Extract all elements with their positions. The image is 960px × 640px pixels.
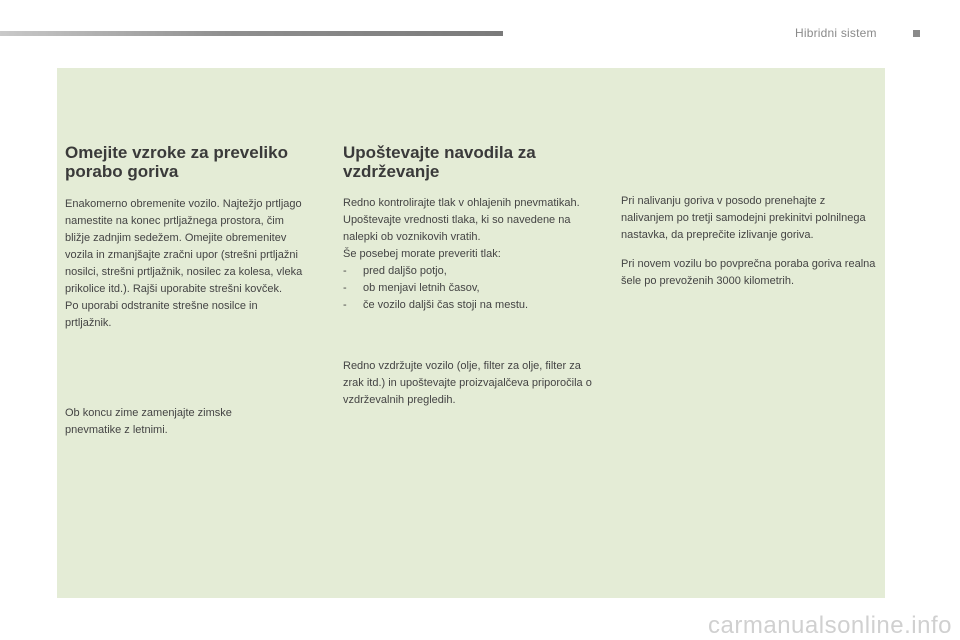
paragraph-refuelling: Pri nalivanju goriva v posodo prenehajte z nalivanjem po tretji samodejni prekinitvi polnilnega nastavka, da preprečite izlivanje goriva.: [621, 195, 866, 241]
pressure-check-list: [343, 263, 608, 314]
list-item: - če vozilo daljši čas stoji na mestu.: [343, 299, 529, 311]
paragraph-remove-roof-rack: Po uporabi odstranite strešne nosilce in prtljažnik.: [65, 300, 258, 329]
paragraph-tyre-pressure: Redno kontrolirajte tlak v ohlajenih pnevmatikah. Upoštevajte vrednosti tlaka, ki so navedene na nalepki ob voznikovih vratih.: [343, 197, 580, 243]
paragraph-service: Redno vzdržujte vozilo (olje, filter za olje, filter za zrak itd.) in upoštevajte proizvajalčeva priporočila o vzdrževalnih pregledih.: [343, 360, 592, 406]
column-fuel-consumption: [65, 143, 310, 436]
list-item: - pred daljšo potjo,: [343, 265, 447, 277]
paragraph-load-vehicle: Enakomerno obremenite vozilo. Najtežjo prtljago namestite na konec prtljažnega prostora, čim bližje zadnjim sedežem. Omejite obremenitev vozila in zmanjšajte zračni upor (strešni prtljažni nosilci, strešni prtljažnik, nosilec za kolesa, vleka prikolice itd.). Rajši uporabite strešni kovček.: [65, 198, 303, 295]
section-title: Hibridni sistem: [795, 26, 877, 40]
paragraph-winter-tyres: Ob koncu zime zamenjajte zimske pnevmatike z letnimi.: [65, 407, 232, 436]
paragraph-check-pressure: Še posebej morate preveriti tlak:: [343, 248, 501, 260]
section-marker-icon: [913, 30, 920, 37]
heading-fuel-consumption: Omejite vzroke za preveliko porabo goriva: [65, 143, 288, 181]
heading-maintenance: Upoštevajte navodila za vzdrževanje: [343, 143, 536, 181]
list-item: - ob menjavi letnih časov,: [343, 282, 480, 294]
column-refuelling: [621, 193, 883, 290]
column-maintenance: [343, 143, 608, 406]
header-bar: [0, 31, 503, 36]
paragraph-new-vehicle: Pri novem vozilu bo povprečna poraba goriva realna šele po prevoženih 3000 kilometrih.: [621, 258, 876, 287]
watermark: carmanualsonline.info: [708, 612, 952, 639]
